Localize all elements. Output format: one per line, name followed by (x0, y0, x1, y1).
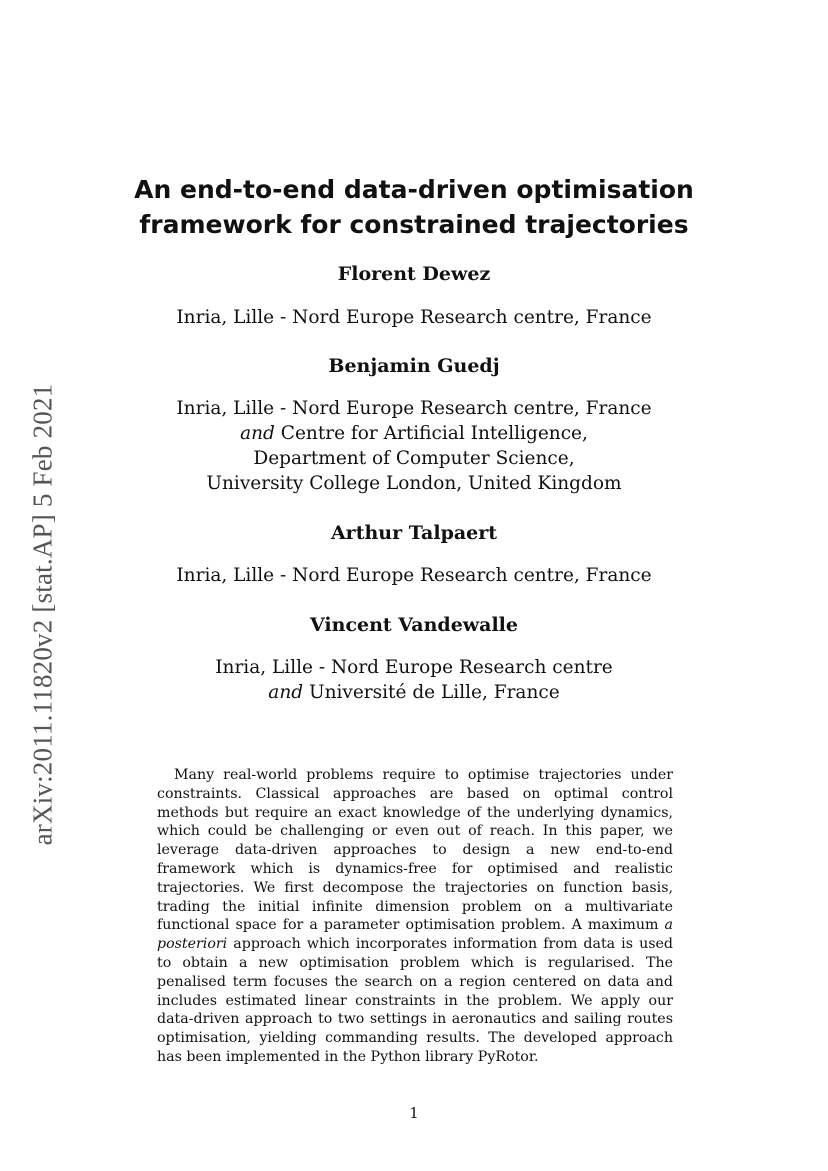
page-number: 1 (409, 1104, 419, 1122)
paper-title-line-2: framework for constrained trajectories (139, 210, 689, 239)
affiliation-line: Inria, Lille - Nord Europe Research centre, France (176, 307, 652, 328)
author-name: Benjamin Guedj (328, 355, 500, 377)
paper-title-line-1: An end-to-end data-driven optimisation (134, 175, 694, 204)
affiliation-line: Inria, Lille - Nord Europe Research centre, France (176, 398, 652, 419)
affiliation-line: Inria, Lille - Nord Europe Research centre, France (176, 565, 652, 586)
abstract-text: Many real-world problems require to optimise trajectories under constraints. Classical approaches are based on optimal control methods but require an exact knowledge of the underlying dynamics, which could be challenging or even out of reach. In this paper, we leverage data-driven approaches to design a new end-to-end framework which is dynamics-free for optimised and realistic trajectories. We first decompose the trajectories on function basis, trading the initial infinite dimension problem on a multivariate functional space for a parameter optimisation problem. A maximum (157, 767, 673, 934)
affiliation-line: University College London, United Kingdom (206, 473, 622, 494)
affiliation-line: Inria, Lille - Nord Europe Research centre (215, 657, 613, 678)
author-name: Vincent Vandewalle (310, 614, 518, 636)
abstract-italic-phrase: a posteriori (157, 917, 673, 953)
author-affiliation (0, 655, 828, 705)
and-conjunction: and (268, 682, 304, 703)
author-affiliation (0, 305, 828, 330)
author-affiliation (0, 396, 828, 496)
author-name: Arthur Talpaert (330, 522, 498, 544)
affiliation-text: Centre for Artificial Intelligence, (280, 423, 588, 444)
arxiv-identifier: arXiv:2011.11820v2 [stat.AP] 5 Feb 2021 (27, 383, 58, 845)
abstract-text: approach which incorporates information from data is used to obtain a new optimisation problem which is regularised. The penalised term focuses the search on a region centered on data and includes estimated linear constraints in the problem. We apply our data-driven approach to two settings in aeronautics and sailing routes optimisation, yielding commanding results. The developed approach has been implemented in the Python library PyRotor. (157, 936, 673, 1065)
affiliation-line (0, 421, 828, 446)
affiliation-line (0, 680, 828, 705)
affiliation-text: Université de Lille, France (308, 682, 560, 703)
and-conjunction: and (240, 423, 275, 444)
abstract (157, 766, 673, 1067)
author-affiliation (0, 563, 828, 588)
abstract-paragraph (157, 766, 673, 1067)
author-name: Florent Dewez (337, 263, 491, 285)
affiliation-line: Department of Computer Science, (253, 448, 575, 469)
